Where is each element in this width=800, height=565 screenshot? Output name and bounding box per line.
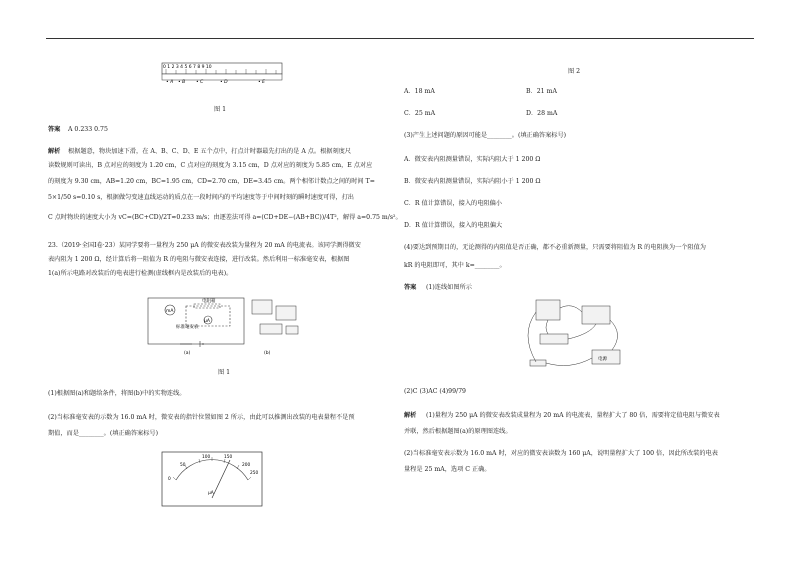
question-line: (2)当标准毫安表的示数为 16.0 mA 时，微安表的指针位置如图 2 所示，由此可以推测出改装的电表量程不是预 — [48, 414, 355, 421]
question-line: kR 的电阻即可，其中 k=________。 — [404, 262, 506, 269]
svg-text:• C: • C — [196, 80, 204, 85]
option: D．28 mA — [526, 110, 558, 117]
analysis-line: (2)当标准毫安表示数为 16.0 mA 时，对应的微安表读数为 160 μA，说明量程扩大了 100 倍，因此所改装的电表 — [404, 450, 718, 457]
option: A．微安表内阻测量错误，实际内阻大于 1 200 Ω — [404, 156, 541, 163]
question-line: 1(a)所示电路对改装后的电表进行检测(虚线框内是改装后的电表)。 — [48, 270, 233, 277]
tick-label: 100 — [202, 455, 211, 460]
ruler-figure — [158, 62, 288, 88]
circuit-diagram — [140, 292, 310, 356]
wiring-figure — [500, 294, 640, 374]
question-line: 表内阻为 1 200 Ω，经计算后将一阻值为 R 的电阻与微安表连接，进行改装。然后利用一标准毫安表，根据图 — [48, 256, 350, 263]
analysis-label: 解析 — [48, 148, 61, 155]
svg-text:• B: • B — [178, 80, 186, 85]
subfig-b-label: (b) — [264, 351, 271, 356]
microammeter-figure — [160, 450, 264, 508]
question-line: 期值，而是________。(填正确答案标号) — [48, 430, 159, 437]
tick-label: 0 — [168, 477, 171, 482]
question-line: (1)根据图(a)和题给条件，将图(b)中的实物连线。 — [48, 390, 186, 397]
answer-label: 答案 — [404, 284, 417, 291]
subfig-a-label: (a) — [184, 351, 191, 356]
analysis-line: 的刻度为 9.30 cm，AB=1.20 cm，BC=1.95 cm，CD=2.70 cm，DE=3.45 cm。两个相邻计数点之间的时间 T= — [48, 178, 375, 185]
svg-text:• E: • E — [258, 80, 265, 85]
svg-text:• A: • A — [166, 80, 174, 85]
answer-text: (2)C (3)AC (4)99/79 — [404, 388, 466, 395]
answer-value: A 0.233 0.75 — [68, 126, 108, 133]
tick-label: 200 — [242, 463, 251, 468]
svg-text:• D: • D — [220, 80, 228, 85]
figure-caption: 图 1 — [218, 369, 231, 376]
tick-label: 250 — [250, 471, 259, 476]
analysis-label: 解析 — [404, 412, 417, 419]
resistor-label: 电阻箱 — [202, 299, 216, 304]
svg-text:0 1 2 3 4 5 6 7 8 9 10: 0 1 2 3 4 5 6 7 8 9 10 — [163, 65, 212, 70]
analysis-line: 量程是 25 mA，选项 C 正确。 — [404, 466, 491, 473]
analysis-line: (1)量程为 250 μA 的微安表改装成量程为 20 mA 的电流表，量程扩大了 80 倍，需要将定值电阻与微安表 — [426, 412, 720, 419]
analysis-line: 并联，然后根据题图(a)的原理图连线。 — [404, 428, 512, 435]
meter-unit: μA — [208, 491, 214, 496]
analysis-line: 读数规则可读出，B 点对应的刻度为 1.20 cm，C 点对应的刻度为 3.15 cm，D 点对应的刻度为 5.85 cm，E 点对应 — [48, 162, 373, 169]
answer-label: 答案 — [48, 126, 61, 133]
figure-caption: 图 1 — [214, 106, 227, 113]
tick-label: 50 — [180, 463, 186, 468]
option: C．R 值计算错误，接入的电阻偏小 — [404, 200, 502, 207]
option: B．21 mA — [526, 88, 557, 95]
tick-label: 150 — [224, 455, 233, 460]
analysis-line: C 点时物块的速度大小为 vC=(BC+CD)/2T≈0.233 m/s；由逐差法可得 a=(CD+DE−(AB+BC))/4T²，解得 a=0.75 m/s²。 — [48, 214, 402, 221]
analysis-line: 根据题意，物块加速下滑，在 A、B、C、D、E 五个点中，打点计时器最先打出的是 A 点。根据刻度尺 — [68, 148, 352, 155]
question-line: 23.（2019·全国Ⅰ卷·23）某同学要将一量程为 250 μA 的微安表改装为量程为 20 mA 的电流表。该同学测得微安 — [48, 242, 361, 249]
ma-label: mA — [166, 309, 174, 314]
figure-caption: 图 2 — [568, 68, 581, 75]
header-rule — [46, 38, 754, 39]
option: A．18 mA — [404, 88, 435, 95]
std-meter-label: 标准毫安表 — [176, 325, 199, 330]
battery-label: 电源 — [598, 357, 607, 362]
answer-text: (1)连线如图所示 — [426, 284, 472, 291]
option: C．25 mA — [404, 110, 436, 117]
question-line: (4)要达到预期目的，无论测得的内阻值是否正确，都不必重新测量，只需要将阻值为 R 的电阻换为一个阻值为 — [404, 244, 706, 251]
analysis-line: 5×1/50 s=0.10 s，根据做匀变速直线运动的质点在一段时间内的平均速度等于中间时刻的瞬时速度可得，打出 — [48, 194, 354, 201]
option: B．微安表内阻测量错误，实际内阻小于 1 200 Ω — [404, 178, 541, 185]
option: D．R 值计算错误，接入的电阻偏大 — [404, 222, 503, 229]
ua-label: μA — [204, 319, 210, 324]
question-line: (3)产生上述问题的原因可能是________。(填正确答案标号) — [404, 132, 567, 139]
